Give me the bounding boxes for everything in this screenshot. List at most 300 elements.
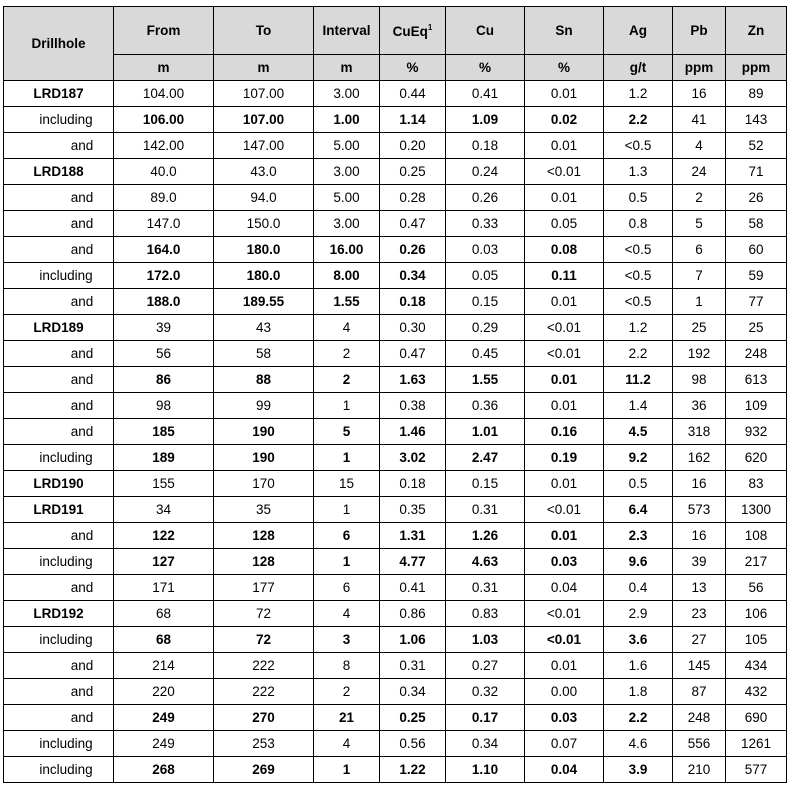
sn-unit: % <box>525 55 604 81</box>
pb-cell: 1 <box>673 289 726 315</box>
sn-cell: 0.16 <box>525 419 604 445</box>
to-cell: 150.0 <box>214 211 314 237</box>
pb-cell: 41 <box>673 107 726 133</box>
zn-cell: 109 <box>726 393 787 419</box>
drillhole-id-cell: LRD189 <box>4 315 114 341</box>
ag-cell: 1.3 <box>604 159 673 185</box>
cueq-cell: 0.41 <box>380 575 446 601</box>
ag-cell: <0.5 <box>604 237 673 263</box>
zn-header: Zn <box>726 7 787 55</box>
table-row <box>4 237 787 263</box>
pb-cell: 318 <box>673 419 726 445</box>
cueq-footnote-marker: 1 <box>427 22 433 32</box>
interval-cell: 2 <box>314 367 380 393</box>
from-cell: 268 <box>114 757 214 783</box>
zn-cell: 434 <box>726 653 787 679</box>
interval-qualifier-cell: and <box>4 367 114 393</box>
table-row <box>4 341 787 367</box>
interval-qualifier-cell: including <box>4 549 114 575</box>
table-row <box>4 107 787 133</box>
table-row <box>4 419 787 445</box>
cueq-cell: 0.86 <box>380 601 446 627</box>
cueq-cell: 1.63 <box>380 367 446 393</box>
table-row <box>4 523 787 549</box>
cu-cell: 1.09 <box>446 107 525 133</box>
pb-cell: 16 <box>673 471 726 497</box>
cu-cell: 0.24 <box>446 159 525 185</box>
cueq-cell: 0.28 <box>380 185 446 211</box>
from-cell: 86 <box>114 367 214 393</box>
pb-cell: 7 <box>673 263 726 289</box>
cu-cell: 0.15 <box>446 289 525 315</box>
to-cell: 128 <box>214 523 314 549</box>
to-unit: m <box>214 55 314 81</box>
assay-results-table <box>3 6 787 783</box>
to-cell: 35 <box>214 497 314 523</box>
to-cell: 190 <box>214 419 314 445</box>
from-cell: 106.00 <box>114 107 214 133</box>
cueq-header-label: CuEq <box>392 23 428 39</box>
cu-cell: 0.18 <box>446 133 525 159</box>
cueq-cell: 4.77 <box>380 549 446 575</box>
sn-cell: 0.03 <box>525 549 604 575</box>
from-cell: 188.0 <box>114 289 214 315</box>
table-row <box>4 705 787 731</box>
ag-cell: 4.6 <box>604 731 673 757</box>
table-row <box>4 653 787 679</box>
table-row <box>4 679 787 705</box>
pb-cell: 25 <box>673 315 726 341</box>
table-row <box>4 393 787 419</box>
cu-cell: 0.32 <box>446 679 525 705</box>
pb-cell: 13 <box>673 575 726 601</box>
interval-qualifier-cell: including <box>4 627 114 653</box>
interval-cell: 4 <box>314 731 380 757</box>
cueq-cell: 3.02 <box>380 445 446 471</box>
to-cell: 107.00 <box>214 107 314 133</box>
pb-cell: 162 <box>673 445 726 471</box>
from-cell: 98 <box>114 393 214 419</box>
drillhole-id-cell: LRD191 <box>4 497 114 523</box>
interval-cell: 6 <box>314 523 380 549</box>
cueq-cell: 0.35 <box>380 497 446 523</box>
ag-cell: 0.4 <box>604 575 673 601</box>
to-cell: 177 <box>214 575 314 601</box>
sn-cell: 0.01 <box>525 289 604 315</box>
from-cell: 172.0 <box>114 263 214 289</box>
sn-cell: 0.05 <box>525 211 604 237</box>
to-cell: 99 <box>214 393 314 419</box>
sn-cell: 0.07 <box>525 731 604 757</box>
pb-cell: 87 <box>673 679 726 705</box>
pb-cell: 24 <box>673 159 726 185</box>
interval-cell: 1 <box>314 757 380 783</box>
cu-cell: 4.63 <box>446 549 525 575</box>
zn-cell: 106 <box>726 601 787 627</box>
zn-cell: 83 <box>726 471 787 497</box>
cueq-cell: 0.44 <box>380 81 446 107</box>
header-row <box>4 7 787 55</box>
cueq-cell: 0.30 <box>380 315 446 341</box>
cueq-cell: 1.22 <box>380 757 446 783</box>
zn-cell: 1261 <box>726 731 787 757</box>
interval-qualifier-cell: including <box>4 757 114 783</box>
sn-cell: 0.01 <box>525 523 604 549</box>
to-header: To <box>214 7 314 55</box>
drillhole-header: Drillhole <box>4 7 114 81</box>
pb-header: Pb <box>673 7 726 55</box>
interval-cell: 21 <box>314 705 380 731</box>
interval-qualifier-cell: including <box>4 731 114 757</box>
sn-cell: 0.02 <box>525 107 604 133</box>
interval-cell: 3.00 <box>314 81 380 107</box>
to-cell: 269 <box>214 757 314 783</box>
cu-header: Cu <box>446 7 525 55</box>
sn-header: Sn <box>525 7 604 55</box>
from-cell: 68 <box>114 601 214 627</box>
zn-cell: 89 <box>726 81 787 107</box>
interval-qualifier-cell: and <box>4 523 114 549</box>
sn-cell: <0.01 <box>525 601 604 627</box>
cu-cell: 0.83 <box>446 601 525 627</box>
to-cell: 222 <box>214 679 314 705</box>
interval-cell: 3.00 <box>314 211 380 237</box>
cu-cell: 2.47 <box>446 445 525 471</box>
interval-qualifier-cell: and <box>4 679 114 705</box>
cu-cell: 0.27 <box>446 653 525 679</box>
from-cell: 171 <box>114 575 214 601</box>
from-cell: 249 <box>114 731 214 757</box>
interval-cell: 2 <box>314 341 380 367</box>
zn-cell: 26 <box>726 185 787 211</box>
zn-cell: 690 <box>726 705 787 731</box>
ag-cell: <0.5 <box>604 133 673 159</box>
to-cell: 43 <box>214 315 314 341</box>
sn-cell: <0.01 <box>525 341 604 367</box>
cueq-cell: 0.18 <box>380 471 446 497</box>
table-row <box>4 159 787 185</box>
sn-cell: 0.04 <box>525 757 604 783</box>
from-cell: 104.00 <box>114 81 214 107</box>
interval-qualifier-cell: including <box>4 445 114 471</box>
interval-cell: 5.00 <box>314 185 380 211</box>
zn-cell: 613 <box>726 367 787 393</box>
cueq-cell: 0.31 <box>380 653 446 679</box>
zn-cell: 71 <box>726 159 787 185</box>
interval-qualifier-cell: including <box>4 263 114 289</box>
cueq-cell: 0.34 <box>380 679 446 705</box>
ag-cell: 1.4 <box>604 393 673 419</box>
cueq-cell: 0.18 <box>380 289 446 315</box>
to-cell: 270 <box>214 705 314 731</box>
cu-cell: 0.26 <box>446 185 525 211</box>
table-row <box>4 211 787 237</box>
to-cell: 253 <box>214 731 314 757</box>
from-cell: 89.0 <box>114 185 214 211</box>
drillhole-id-cell: LRD190 <box>4 471 114 497</box>
zn-unit: ppm <box>726 55 787 81</box>
interval-qualifier-cell: and <box>4 185 114 211</box>
to-cell: 94.0 <box>214 185 314 211</box>
pb-cell: 98 <box>673 367 726 393</box>
zn-cell: 932 <box>726 419 787 445</box>
interval-cell: 16.00 <box>314 237 380 263</box>
cu-cell: 0.34 <box>446 731 525 757</box>
sn-cell: 0.11 <box>525 263 604 289</box>
from-cell: 68 <box>114 627 214 653</box>
cu-cell: 1.55 <box>446 367 525 393</box>
from-cell: 122 <box>114 523 214 549</box>
to-cell: 128 <box>214 549 314 575</box>
ag-cell: 1.6 <box>604 653 673 679</box>
pb-cell: 4 <box>673 133 726 159</box>
interval-cell: 4 <box>314 315 380 341</box>
interval-cell: 8.00 <box>314 263 380 289</box>
ag-cell: 6.4 <box>604 497 673 523</box>
pb-cell: 39 <box>673 549 726 575</box>
ag-cell: 1.8 <box>604 679 673 705</box>
ag-cell: 2.2 <box>604 705 673 731</box>
sn-cell: 0.19 <box>525 445 604 471</box>
zn-cell: 577 <box>726 757 787 783</box>
table-row <box>4 627 787 653</box>
to-cell: 180.0 <box>214 237 314 263</box>
ag-cell: 0.8 <box>604 211 673 237</box>
cueq-cell: 0.47 <box>380 341 446 367</box>
interval-cell: 5 <box>314 419 380 445</box>
table-row <box>4 471 787 497</box>
from-cell: 56 <box>114 341 214 367</box>
cu-cell: 0.29 <box>446 315 525 341</box>
cu-cell: 0.15 <box>446 471 525 497</box>
interval-cell: 1.55 <box>314 289 380 315</box>
interval-unit: m <box>314 55 380 81</box>
zn-cell: 25 <box>726 315 787 341</box>
from-cell: 39 <box>114 315 214 341</box>
interval-qualifier-cell: and <box>4 289 114 315</box>
table-row <box>4 549 787 575</box>
interval-qualifier-cell: and <box>4 211 114 237</box>
ag-cell: <0.5 <box>604 263 673 289</box>
unit-row <box>4 55 787 81</box>
cu-cell: 0.31 <box>446 497 525 523</box>
to-cell: 180.0 <box>214 263 314 289</box>
zn-cell: 143 <box>726 107 787 133</box>
from-cell: 155 <box>114 471 214 497</box>
cu-unit: % <box>446 55 525 81</box>
pb-cell: 16 <box>673 81 726 107</box>
zn-cell: 432 <box>726 679 787 705</box>
pb-cell: 27 <box>673 627 726 653</box>
cueq-cell: 0.20 <box>380 133 446 159</box>
ag-cell: 2.2 <box>604 341 673 367</box>
to-cell: 107.00 <box>214 81 314 107</box>
pb-cell: 6 <box>673 237 726 263</box>
pb-cell: 36 <box>673 393 726 419</box>
from-unit: m <box>114 55 214 81</box>
sn-cell: 0.01 <box>525 185 604 211</box>
interval-qualifier-cell: and <box>4 653 114 679</box>
from-cell: 147.0 <box>114 211 214 237</box>
to-cell: 190 <box>214 445 314 471</box>
interval-qualifier-cell: and <box>4 237 114 263</box>
table-row <box>4 757 787 783</box>
to-cell: 170 <box>214 471 314 497</box>
cu-cell: 0.17 <box>446 705 525 731</box>
ag-unit: g/t <box>604 55 673 81</box>
interval-cell: 15 <box>314 471 380 497</box>
sn-cell: 0.01 <box>525 393 604 419</box>
zn-cell: 248 <box>726 341 787 367</box>
cu-cell: 1.03 <box>446 627 525 653</box>
ag-cell: 4.5 <box>604 419 673 445</box>
cueq-cell: 0.25 <box>380 159 446 185</box>
to-cell: 72 <box>214 627 314 653</box>
interval-cell: 5.00 <box>314 133 380 159</box>
ag-cell: 11.2 <box>604 367 673 393</box>
sn-cell: 0.03 <box>525 705 604 731</box>
to-cell: 189.55 <box>214 289 314 315</box>
pb-cell: 16 <box>673 523 726 549</box>
interval-cell: 3 <box>314 627 380 653</box>
sn-cell: 0.01 <box>525 367 604 393</box>
cu-cell: 1.01 <box>446 419 525 445</box>
interval-cell: 1 <box>314 393 380 419</box>
table-row <box>4 315 787 341</box>
cueq-cell: 0.25 <box>380 705 446 731</box>
pb-cell: 23 <box>673 601 726 627</box>
interval-qualifier-cell: and <box>4 133 114 159</box>
cueq-cell: 0.47 <box>380 211 446 237</box>
ag-cell: 1.2 <box>604 81 673 107</box>
drillhole-id-cell: LRD187 <box>4 81 114 107</box>
table-row <box>4 601 787 627</box>
pb-unit: ppm <box>673 55 726 81</box>
cu-cell: 0.36 <box>446 393 525 419</box>
interval-qualifier-cell: and <box>4 341 114 367</box>
interval-cell: 2 <box>314 679 380 705</box>
interval-qualifier-cell: and <box>4 393 114 419</box>
zn-cell: 60 <box>726 237 787 263</box>
cueq-cell: 1.31 <box>380 523 446 549</box>
table-row <box>4 185 787 211</box>
cueq-cell: 0.56 <box>380 731 446 757</box>
pb-cell: 2 <box>673 185 726 211</box>
ag-cell: 9.2 <box>604 445 673 471</box>
interval-cell: 6 <box>314 575 380 601</box>
from-cell: 214 <box>114 653 214 679</box>
interval-cell: 1 <box>314 497 380 523</box>
cueq-unit: % <box>380 55 446 81</box>
zn-cell: 1300 <box>726 497 787 523</box>
ag-cell: 9.6 <box>604 549 673 575</box>
sn-cell: <0.01 <box>525 159 604 185</box>
cueq-cell: 0.26 <box>380 237 446 263</box>
sn-cell: <0.01 <box>525 627 604 653</box>
cueq-cell: 1.06 <box>380 627 446 653</box>
to-cell: 147.00 <box>214 133 314 159</box>
sn-cell: 0.01 <box>525 81 604 107</box>
zn-cell: 108 <box>726 523 787 549</box>
pb-cell: 145 <box>673 653 726 679</box>
from-cell: 142.00 <box>114 133 214 159</box>
from-cell: 185 <box>114 419 214 445</box>
to-cell: 72 <box>214 601 314 627</box>
to-cell: 58 <box>214 341 314 367</box>
cueq-cell: 0.34 <box>380 263 446 289</box>
interval-qualifier-cell: and <box>4 575 114 601</box>
from-cell: 34 <box>114 497 214 523</box>
zn-cell: 217 <box>726 549 787 575</box>
cu-cell: 0.33 <box>446 211 525 237</box>
from-cell: 220 <box>114 679 214 705</box>
interval-cell: 4 <box>314 601 380 627</box>
cueq-cell: 0.38 <box>380 393 446 419</box>
cu-cell: 0.45 <box>446 341 525 367</box>
cu-cell: 0.03 <box>446 237 525 263</box>
ag-cell: 0.5 <box>604 471 673 497</box>
cueq-cell: 1.14 <box>380 107 446 133</box>
ag-cell: 3.9 <box>604 757 673 783</box>
from-cell: 127 <box>114 549 214 575</box>
to-cell: 43.0 <box>214 159 314 185</box>
cu-cell: 0.31 <box>446 575 525 601</box>
ag-cell: 2.9 <box>604 601 673 627</box>
zn-cell: 56 <box>726 575 787 601</box>
interval-qualifier-cell: and <box>4 419 114 445</box>
sn-cell: 0.01 <box>525 471 604 497</box>
sn-cell: 0.00 <box>525 679 604 705</box>
table-row <box>4 731 787 757</box>
table-row <box>4 445 787 471</box>
from-header: From <box>114 7 214 55</box>
drillhole-id-cell: LRD188 <box>4 159 114 185</box>
ag-cell: 1.2 <box>604 315 673 341</box>
sn-cell: 0.04 <box>525 575 604 601</box>
zn-cell: 620 <box>726 445 787 471</box>
table-row <box>4 497 787 523</box>
from-cell: 40.0 <box>114 159 214 185</box>
pb-cell: 556 <box>673 731 726 757</box>
pb-cell: 5 <box>673 211 726 237</box>
pb-cell: 192 <box>673 341 726 367</box>
cu-cell: 0.05 <box>446 263 525 289</box>
zn-cell: 58 <box>726 211 787 237</box>
pb-cell: 210 <box>673 757 726 783</box>
interval-cell: 8 <box>314 653 380 679</box>
zn-cell: 52 <box>726 133 787 159</box>
cueq-header <box>380 7 446 55</box>
cueq-cell: 1.46 <box>380 419 446 445</box>
sn-cell: <0.01 <box>525 497 604 523</box>
interval-qualifier-cell: including <box>4 107 114 133</box>
interval-qualifier-cell: and <box>4 705 114 731</box>
drillhole-id-cell: LRD192 <box>4 601 114 627</box>
ag-cell: 0.5 <box>604 185 673 211</box>
pb-cell: 248 <box>673 705 726 731</box>
zn-cell: 77 <box>726 289 787 315</box>
sn-cell: 0.08 <box>525 237 604 263</box>
from-cell: 164.0 <box>114 237 214 263</box>
interval-cell: 1.00 <box>314 107 380 133</box>
table-row <box>4 289 787 315</box>
zn-cell: 59 <box>726 263 787 289</box>
pb-cell: 573 <box>673 497 726 523</box>
to-cell: 222 <box>214 653 314 679</box>
to-cell: 88 <box>214 367 314 393</box>
table-body <box>4 81 787 783</box>
table-row <box>4 133 787 159</box>
